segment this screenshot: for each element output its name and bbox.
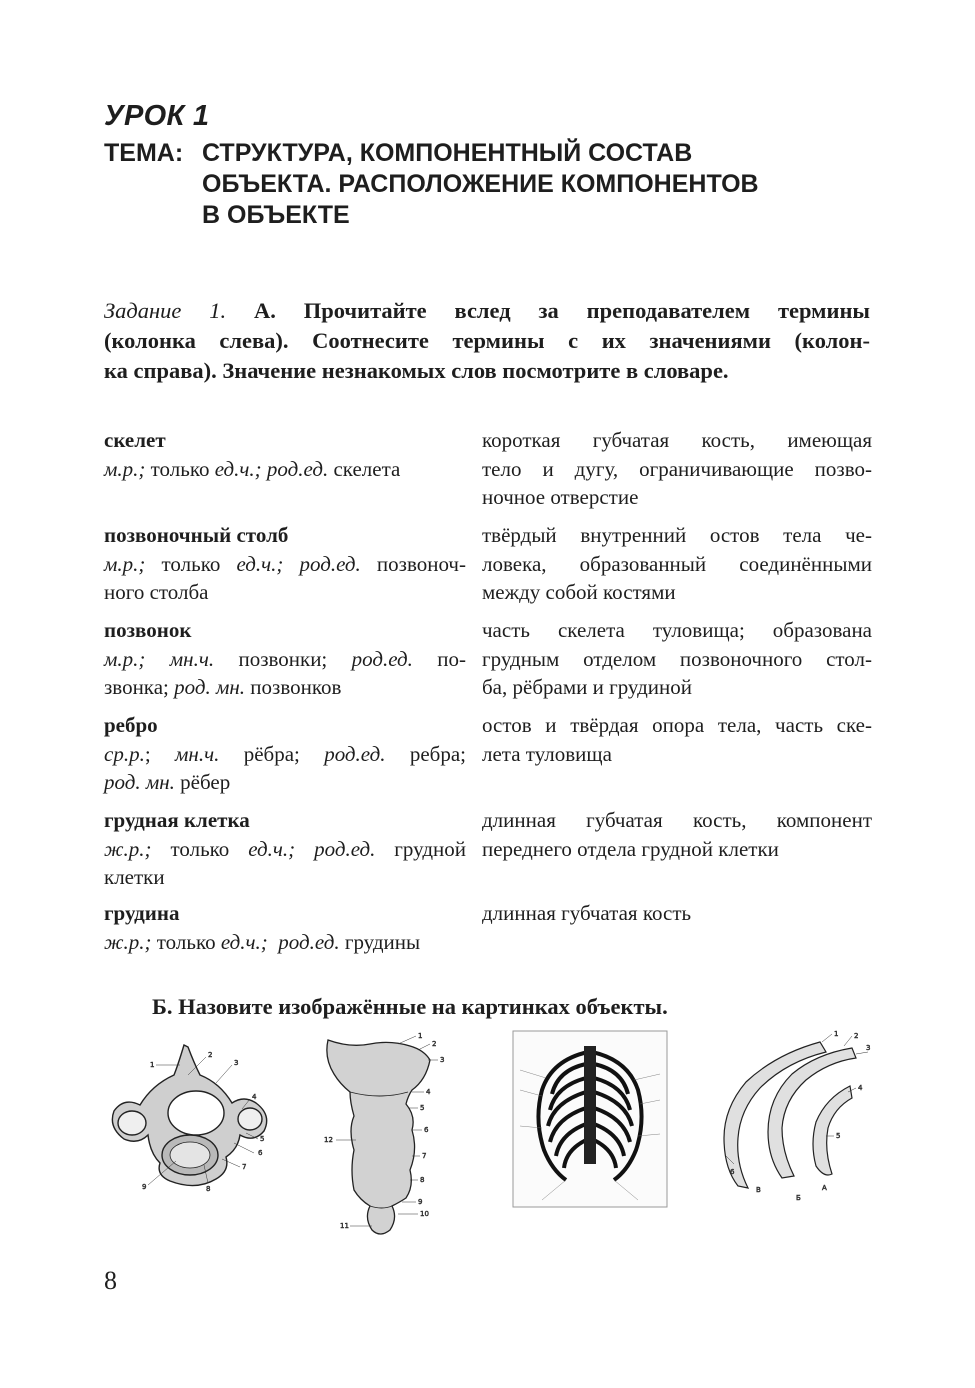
figure-label: 2 xyxy=(208,1051,213,1059)
figure-label: 12 xyxy=(324,1136,333,1144)
definition-line: переднего отдела грудной клетки xyxy=(482,836,779,861)
term-cell xyxy=(104,899,466,956)
figure-label: 4 xyxy=(252,1093,257,1101)
term-cell xyxy=(104,616,466,702)
definition-line: длинная губчатая кость, компонент xyxy=(482,808,872,832)
definition-line: лета туловища xyxy=(482,741,612,766)
term-word: грудина xyxy=(104,901,180,925)
term-grammar-abbr: род.ед. xyxy=(266,456,329,481)
figure-label: 2 xyxy=(854,1032,859,1040)
figure-label: 2 xyxy=(432,1040,437,1048)
topic-line: СТРУКТУРА, КОМПОНЕНТНЫЙ СОСТАВ xyxy=(202,139,693,167)
term-grammar: м.р.; только ед.ч.; род.ед. скелета xyxy=(104,456,401,481)
figure-label: 8 xyxy=(420,1176,425,1184)
definition-line: остов и твёрдая опора тела, часть ске- xyxy=(482,713,872,737)
page-number: 8 xyxy=(104,1266,117,1295)
figure-label: А xyxy=(822,1184,827,1192)
definition-line: короткая губчатая кость, имеющая xyxy=(482,428,872,452)
term-word: ребро xyxy=(104,713,158,737)
task-b-instructions: Б. Назовите изображённые на картинках объекты. xyxy=(152,994,668,1019)
figure-label: Б xyxy=(796,1194,801,1202)
figure-label: 7 xyxy=(422,1152,427,1160)
figure-label: 4 xyxy=(426,1088,431,1096)
figure-label: 5 xyxy=(836,1132,841,1140)
figure-label: 3 xyxy=(440,1056,445,1064)
term-grammar: м.р.; мн.ч. позвонки; род.ед. по- xyxy=(104,646,466,671)
term-grammar-abbr: м.р.; xyxy=(104,456,146,481)
definition-cell xyxy=(482,711,872,768)
task-1-instructions xyxy=(104,296,870,386)
term-grammar-abbr: ед.ч.; xyxy=(214,456,262,481)
figure-label: 3 xyxy=(234,1059,239,1067)
topic-line: ОБЪЕКТА. РАСПОЛОЖЕНИЕ КОМПОНЕНТОВ xyxy=(202,170,759,198)
sternum-figure xyxy=(320,1030,460,1245)
term-grammar: звонка; род. мн. позвонков xyxy=(104,675,342,699)
term-word: скелет xyxy=(104,428,166,452)
term-cell xyxy=(104,711,466,797)
term-grammar: ж.р.; только ед.ч.; род.ед. грудной xyxy=(104,836,466,861)
definition-cell xyxy=(482,899,872,928)
term-grammar: клетки xyxy=(104,865,165,889)
term-grammar: род. мн. рёбер xyxy=(104,770,231,794)
figure-label: В xyxy=(756,1186,761,1194)
definition-line: часть скелета туловища; образована xyxy=(482,618,872,642)
figure-label: 9 xyxy=(142,1183,147,1191)
figure-label: 5 xyxy=(260,1135,265,1143)
definition-cell xyxy=(482,616,872,702)
figure-label: 3 xyxy=(866,1044,871,1052)
definition-line: твёрдый внутренний остов тела че- xyxy=(482,523,872,547)
term-cell xyxy=(104,806,466,892)
term-grammar: ср.р.; мн.ч. рёбра; род.ед. ребра; xyxy=(104,741,466,766)
figure-label: 4 xyxy=(858,1084,863,1092)
definition-cell xyxy=(482,521,872,607)
task-1-line: (колонка слева). Соотнесите термины с их значениями (колон- xyxy=(104,328,870,353)
definition-line: грудным отделом позвоночного стол- xyxy=(482,646,872,671)
topic-label: ТЕМА: xyxy=(104,139,184,167)
figure-label: 8 xyxy=(206,1185,211,1193)
figure-label: 10 xyxy=(420,1210,429,1218)
ribs-figure xyxy=(716,1028,874,1203)
term-word: позвоночный столб xyxy=(104,523,289,547)
figure-label: 6 xyxy=(424,1126,429,1134)
task-1-label: Задание 1. xyxy=(104,298,227,323)
term-word: грудная клетка xyxy=(104,808,250,832)
definition-line: ночное отверстие xyxy=(482,485,639,509)
definition-cell xyxy=(482,806,872,863)
figure-label: 11 xyxy=(340,1222,349,1230)
task-1-line xyxy=(104,296,870,326)
definition-line: ба, рёбрами и грудиной xyxy=(482,675,693,699)
term-grammar: ного столба xyxy=(104,580,209,604)
figure-label: 5 xyxy=(420,1104,425,1112)
figure-label: 7 xyxy=(242,1163,247,1171)
term-grammar: м.р.; только ед.ч.; род.ед. позвоноч- xyxy=(104,551,466,576)
rib-cage-sternum xyxy=(584,1046,596,1164)
topic-text xyxy=(202,138,902,231)
definition-line: тело и дугу, ограничивающие позво- xyxy=(482,456,872,481)
figure-label: 9 xyxy=(418,1198,423,1206)
ribs-drawing xyxy=(724,1042,856,1188)
term-grammar: ж.р.; только ед.ч.; род.ед. грудины xyxy=(104,929,421,954)
figure-label: 6 xyxy=(730,1168,735,1176)
term-word: позвонок xyxy=(104,618,192,642)
vertebra-figure xyxy=(104,1035,274,1195)
definition-line: между собой костями xyxy=(482,580,676,604)
topic-line: В ОБЪЕКТЕ xyxy=(202,201,350,229)
term-cell xyxy=(104,521,466,607)
figure-label: 1 xyxy=(418,1032,423,1040)
lesson-title: УРОК 1 xyxy=(104,100,210,132)
task-1-text: А. Прочитайте вслед за преподавателем термины xyxy=(254,298,870,323)
definition-cell xyxy=(482,426,872,512)
definition-line: длинная губчатая кость xyxy=(482,901,692,925)
figure-label: 6 xyxy=(258,1149,263,1157)
task-1-line: ка справа). Значение незнакомых слов посмотрите в словаре. xyxy=(104,358,729,383)
figure-label: 1 xyxy=(834,1030,839,1038)
sternum-drawing xyxy=(327,1040,430,1234)
term-cell xyxy=(104,426,466,483)
figure-label: 1 xyxy=(150,1061,155,1069)
definition-line: ловека, образованный соединёнными xyxy=(482,551,872,576)
rib-cage-figure xyxy=(512,1030,668,1208)
